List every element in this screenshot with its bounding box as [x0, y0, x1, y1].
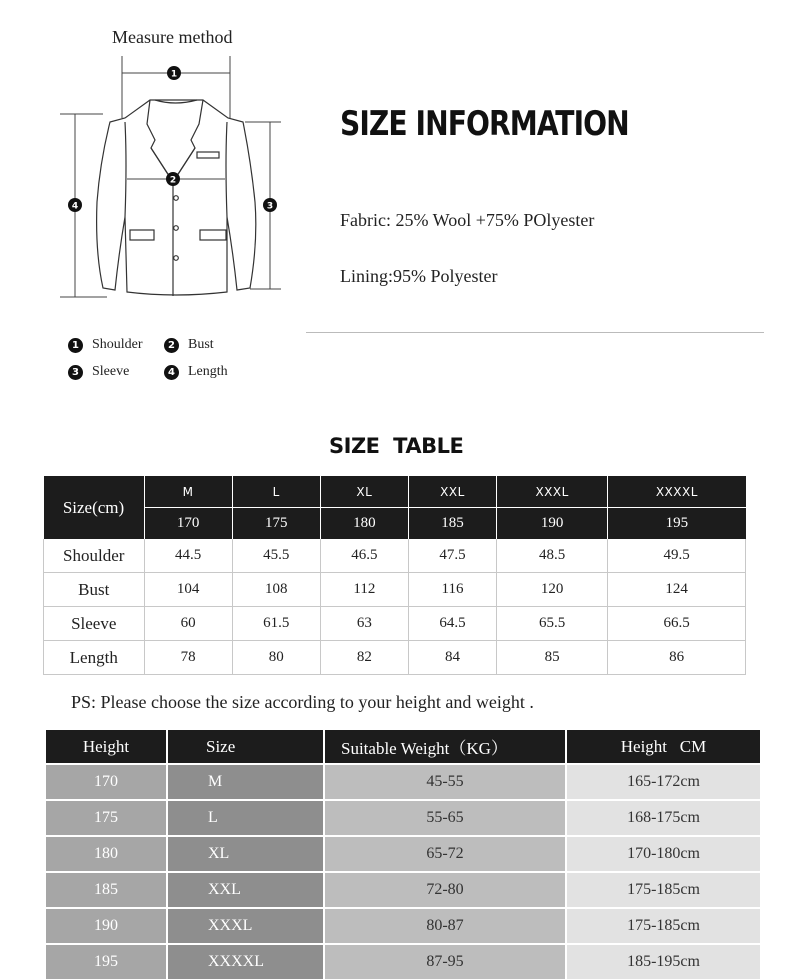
table-row — [46, 835, 760, 871]
hw-height-cell: 185 — [46, 871, 166, 907]
table-cell: 49.5 — [608, 539, 746, 573]
table-row — [46, 799, 760, 835]
hw-range-cell: 185-195cm — [565, 943, 760, 979]
legend-label: Bust — [188, 337, 214, 352]
table-row — [46, 907, 760, 943]
legend-label: Sleeve — [92, 364, 130, 379]
legend-number: 4 — [164, 365, 179, 380]
legend-bust — [164, 337, 214, 353]
table-row — [44, 641, 746, 675]
legend-number: 3 — [68, 365, 83, 380]
height-weight-table — [46, 730, 760, 979]
table-cell: 66.5 — [608, 607, 746, 641]
hw-range-cell: 165-172cm — [565, 763, 760, 799]
height-header: 180 — [320, 508, 408, 540]
legend-sleeve — [68, 364, 129, 380]
row-label: Length — [44, 641, 145, 675]
table-cell: 48.5 — [497, 539, 608, 573]
hw-weight-cell: 87-95 — [323, 943, 565, 979]
table-cell: 47.5 — [408, 539, 496, 573]
hw-size-cell: XXXXL — [166, 943, 323, 979]
height-header: 190 — [497, 508, 608, 540]
marker-bust-label: 2 — [169, 175, 177, 186]
marker-shoulder-label: 1 — [170, 69, 178, 80]
size-header: XXXXL — [608, 476, 746, 508]
size-information-title: SIZE INFORMATION — [340, 104, 629, 144]
table-cell: 44.5 — [144, 539, 232, 573]
size-header: XL — [320, 476, 408, 508]
table-cell: 80 — [232, 641, 320, 675]
hw-range-cell: 170-180cm — [565, 835, 760, 871]
height-header: 170 — [144, 508, 232, 540]
height-header: 185 — [408, 508, 496, 540]
table-cell: 78 — [144, 641, 232, 675]
marker-length-label: 4 — [71, 201, 79, 212]
hw-weight-cell: 55-65 — [323, 799, 565, 835]
table-cell: 124 — [608, 573, 746, 607]
table-cell: 63 — [320, 607, 408, 641]
hw-range-cell: 175-185cm — [565, 907, 760, 943]
lining-text: Lining:95% Polyester — [340, 266, 498, 286]
table-cell: 112 — [320, 573, 408, 607]
size-corner-label: Size(cm) — [44, 476, 145, 539]
table-row — [44, 607, 746, 641]
table-cell: 108 — [232, 573, 320, 607]
table-cell: 65.5 — [497, 607, 608, 641]
hw-size-cell: L — [166, 799, 323, 835]
table-cell: 84 — [408, 641, 496, 675]
hw-header-height-cm: Height CM — [565, 730, 760, 763]
size-table-title: SIZE TABLE — [329, 434, 464, 458]
hw-header-weight: Suitable Weight（KG） — [323, 730, 565, 763]
hw-height-cell: 170 — [46, 763, 166, 799]
table-cell: 86 — [608, 641, 746, 675]
table-cell: 85 — [497, 641, 608, 675]
legend-label: Shoulder — [92, 337, 143, 352]
size-header: M — [144, 476, 232, 508]
table-cell: 64.5 — [408, 607, 496, 641]
size-header: XXL — [408, 476, 496, 508]
hw-weight-cell: 72-80 — [323, 871, 565, 907]
table-row — [46, 871, 760, 907]
legend-number: 2 — [164, 338, 179, 353]
table-cell: 46.5 — [320, 539, 408, 573]
marker-sleeve-label: 3 — [266, 201, 274, 212]
size-header-row — [44, 476, 746, 508]
hw-weight-cell: 45-55 — [323, 763, 565, 799]
legend-number: 1 — [68, 338, 83, 353]
hw-range-cell: 168-175cm — [565, 799, 760, 835]
hw-size-cell: XXXL — [166, 907, 323, 943]
table-cell: 61.5 — [232, 607, 320, 641]
table-row — [46, 943, 760, 979]
fabric-text: Fabric: 25% Wool +75% POlyester — [340, 210, 595, 230]
table-cell: 82 — [320, 641, 408, 675]
row-label: Sleeve — [44, 607, 145, 641]
hw-height-cell: 190 — [46, 907, 166, 943]
row-label: Shoulder — [44, 539, 145, 573]
hw-size-cell: XXL — [166, 871, 323, 907]
jacket-outline — [97, 100, 256, 295]
table-row — [46, 763, 760, 799]
legend-length — [164, 364, 228, 380]
hw-height-cell: 175 — [46, 799, 166, 835]
hw-size-cell: XL — [166, 835, 323, 871]
hw-height-cell: 180 — [46, 835, 166, 871]
jacket-diagram — [55, 52, 295, 307]
hw-size-cell: M — [166, 763, 323, 799]
size-header: XXXL — [497, 476, 608, 508]
size-table — [43, 476, 746, 675]
ps-note: PS: Please choose the size according to your height and weight . — [71, 692, 534, 712]
hw-height-cell: 195 — [46, 943, 166, 979]
row-label: Bust — [44, 573, 145, 607]
hw-range-cell: 175-185cm — [565, 871, 760, 907]
divider — [306, 332, 764, 333]
legend-shoulder — [68, 337, 143, 353]
height-header-row — [44, 508, 746, 540]
hw-weight-cell: 65-72 — [323, 835, 565, 871]
legend-label: Length — [188, 364, 228, 379]
table-cell: 120 — [497, 573, 608, 607]
size-header: L — [232, 476, 320, 508]
table-cell: 45.5 — [232, 539, 320, 573]
table-row — [44, 573, 746, 607]
height-header: 175 — [232, 508, 320, 540]
hw-header-row — [46, 730, 760, 763]
hw-header-height: Height — [46, 730, 166, 763]
hw-weight-cell: 80-87 — [323, 907, 565, 943]
height-header: 195 — [608, 508, 746, 540]
hw-header-size: Size — [166, 730, 323, 763]
table-cell: 104 — [144, 573, 232, 607]
table-cell: 60 — [144, 607, 232, 641]
table-cell: 116 — [408, 573, 496, 607]
table-row — [44, 539, 746, 573]
measure-method-title: Measure method — [112, 27, 233, 47]
